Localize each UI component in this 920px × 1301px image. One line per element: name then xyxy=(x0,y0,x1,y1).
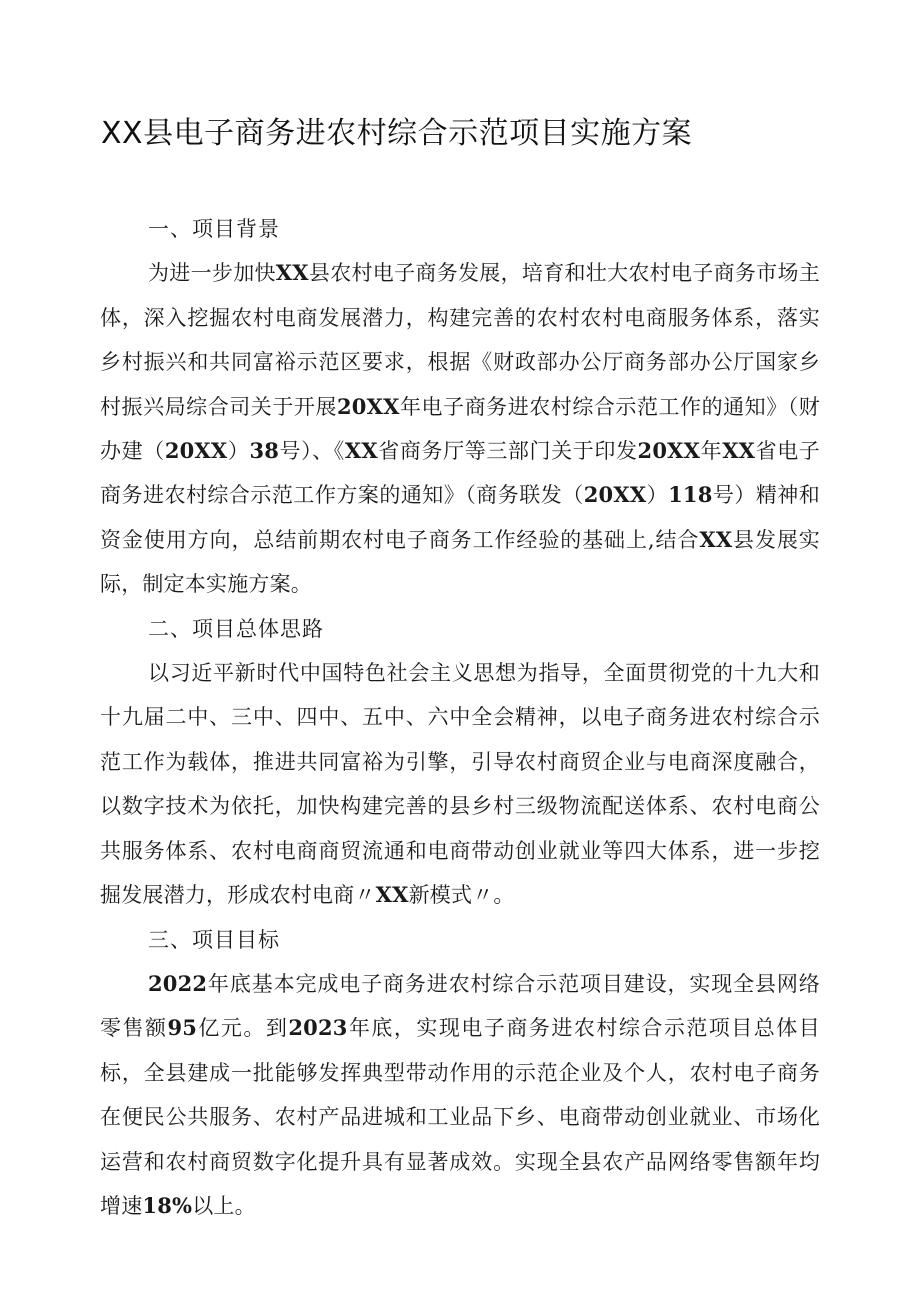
section-heading-background: 一、项目背景 xyxy=(148,217,280,241)
section-paragraph-background: 为进一步加快XX县农村电子商务发展，培育和壮大农村电子商务市场主体，深入挖掘农村电商发展潜力，构建完善的农村农村电商服务体系，落实乡村振兴和共同富裕示范区要求，根据《财政部办公厅商务部办公厅国家乡村振兴局综合司关于开展20XX年电子商务进农村综合示范工作的通知》（财办建（20XX）38号）、《XX省商务厅等三部门关于印发20XX年XX省电子商务进农村综合示范工作方案的通知》（商务联发（20XX）118号）精神和资金使用方向，总结前期农村电子商务工作经验的基础上,结合XX县发展实际，制定本实施方案。 xyxy=(100,260,821,597)
section-heading-overall-approach: 二、项目总体思路 xyxy=(148,616,324,641)
section-heading-objectives: 三、项目目标 xyxy=(148,927,280,952)
section-paragraph-overall-approach: 以习近平新时代中国特色社会主义思想为指导，全面贯彻党的十九大和十九届二中、三中、四中、五中、六中全会精神，以电子商务进农村综合示范工作为载体，推进共同富裕为引擎，引导农村商贸企业与电商深度融合，以数字技术为依托，加快构建完善的县乡村三级物流配送体系、农村电商公共服务体系、农村电商商贸流通和电商带动创业就业等四大体系，进一步挖掘发展潜力，形成农村电商〃XX新模式〃。 xyxy=(100,661,820,908)
document-body xyxy=(100,207,820,1228)
document-title: XX县电子商务进农村综合示范项目实施方案 xyxy=(101,116,693,151)
section-paragraph-objectives: 2022年底基本完成电子商务进农村综合示范项目建设，实现全县网络零售额95亿元。到2023年底，实现电子商务进农村综合示范项目总体目标，全县建成一批能够发挥典型带动作用的示范企业及个人，农村电子商务在便民公共服务、农村产品进城和工业品下乡、电商带动创业就业、市场化运营和农村商贸数字化提升具有显著成效。实现全县农产品网络零售额年均增速18%以上。 xyxy=(100,970,820,1218)
